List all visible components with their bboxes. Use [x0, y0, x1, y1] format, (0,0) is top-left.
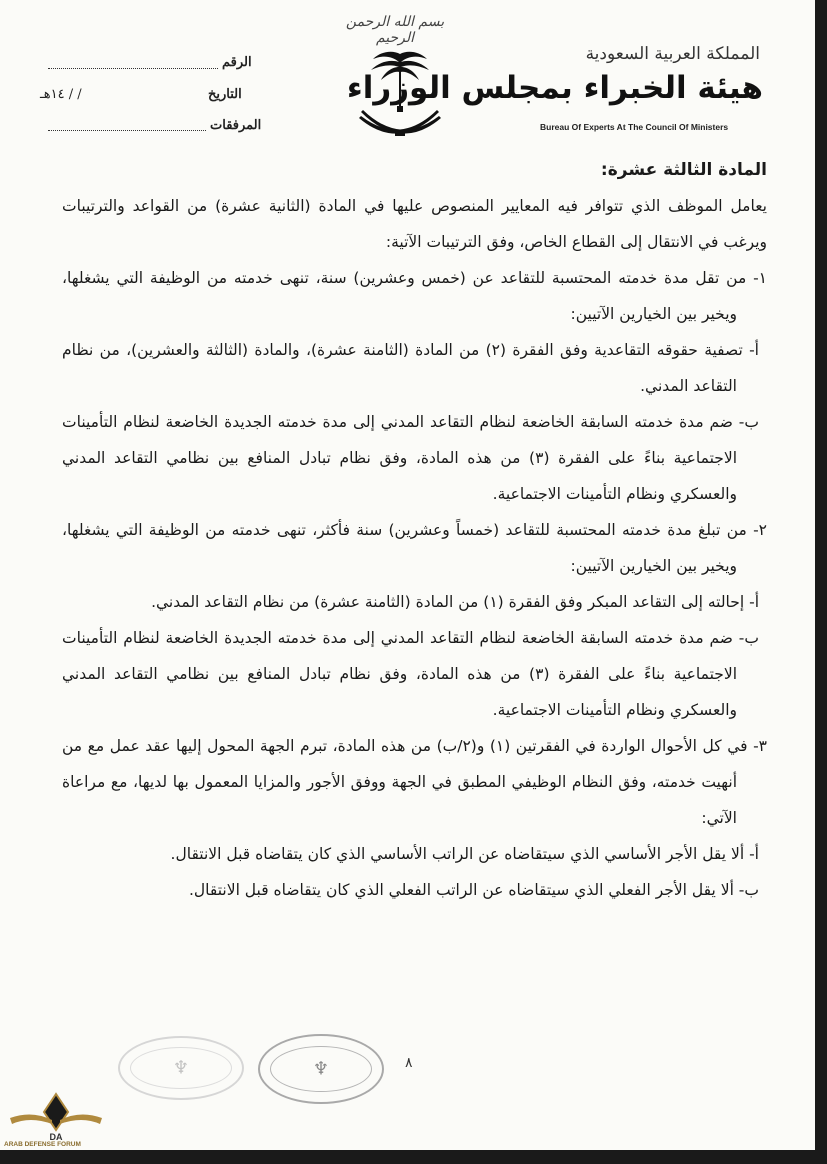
palm-icon: ♆	[172, 1057, 190, 1079]
article-body	[62, 160, 767, 908]
clause-2b: ب- ضم مدة خدمته السابقة الخاضعة لنظام التقاعد المدني إلى مدة خدمته الجديدة الخاضعة لنظام التأمينات الاجتماعية بناءً على الفقرة (٣) من هذه المادة، وفق نظام تبادل المنافع بين نظامي التقاعد المدني والعسكري ونظام التأمينات الاجتماعية.	[62, 629, 759, 719]
ref-attachments-line	[48, 130, 206, 131]
faded-seal-stamp	[118, 1036, 244, 1100]
palm-icon: ♆	[312, 1058, 330, 1080]
article-heading: المادة الثالثة عشرة:	[600, 160, 767, 180]
ref-date-label: التاريخ	[208, 87, 242, 102]
clause-3a: أ- ألا يقل الأجر الأساسي الذي سيتقاضاه عن الراتب الأساسي الذي كان يتقاضاه قبل الانتقال.	[170, 845, 759, 863]
scan-border-bottom	[0, 1150, 827, 1164]
ref-date-value: / / ١٤هـ	[40, 87, 82, 102]
article-intro: يعامل الموظف الذي تتوافر فيه المعايير المنصوص عليها في المادة (الثانية عشرة) من القواعد والترتيبات ويرغب في الانتقال إلى القطاع الخاص، وفق الترتيبات الآتية:	[62, 197, 767, 251]
clause-1: ١- من تقل مدة خدمته المحتسبة للتقاعد عن (خمس وعشرين) سنة، تنهى خدمته من الوظيفة التي يشغلها، ويخير بين الخيارين الآتيين:	[62, 269, 767, 323]
ref-number-label: الرقم	[222, 55, 252, 70]
bismillah: بسم الله الرحمن الرحيم	[345, 14, 445, 46]
clause-2a: أ- إحالته إلى التقاعد المبكر وفق الفقرة (١) من المادة (الثامنة عشرة) من نظام التقاعد المدني.	[151, 593, 759, 611]
clause-1b: ب- ضم مدة خدمته السابقة الخاضعة لنظام التقاعد المدني إلى مدة خدمته الجديدة الخاضعة لنظام التأمينات الاجتماعية بناءً على الفقرة (٣) من هذه المادة، وفق نظام تبادل المنافع بين نظامي التقاعد المدني والعسكري ونظام التأمينات الاجتماعية.	[62, 413, 759, 503]
bureau-english-name: Bureau Of Experts At The Council Of Ministers	[540, 122, 729, 132]
kingdom-title: المملكة العربية السعودية	[585, 44, 760, 64]
clause-3b: ب- ألا يقل الأجر الفعلي الذي سيتقاضاه عن الراتب الفعلي الذي كان يتقاضاه قبل الانتقال.	[188, 881, 759, 899]
ref-number-line	[48, 68, 218, 69]
watermark-text: ARAB DEFENSE FORUM	[4, 1141, 81, 1148]
clause-1a: أ- تصفية حقوقه التقاعدية وفق الفقرة (٢) من المادة (الثامنة عشرة)، والمادة (الثالثة والعشرين)، من نظام التقاعد المدني.	[62, 341, 759, 395]
ref-attachments-label: المرفقات	[210, 118, 262, 133]
bureau-arabic-name: هيئة الخبراء بمجلس الوزراء	[346, 70, 763, 106]
official-seal-stamp	[258, 1034, 384, 1104]
page-number: ٨	[405, 1055, 413, 1071]
clause-2: ٢- من تبلغ مدة خدمته المحتسبة للتقاعد (خمساً وعشرين) سنة فأكثر، تنهى خدمته من الوظيفة التي يشغلها، ويخير بين الخيارين الآتيين:	[62, 521, 767, 575]
scan-border-right	[815, 0, 827, 1164]
clause-3: ٣- في كل الأحوال الواردة في الفقرتين (١) و(٢/ب) من هذه المادة، تبرم الجهة المحول إليها عقد عمل مع من أنهيت خدمته، وفق النظام الوظيفي المطبق في الجهة ووفق الأجور والمزايا المعمول بها لديها، مع مراعاة الآتي:	[62, 737, 767, 827]
watermark-logo-letters: DA	[49, 1132, 63, 1142]
